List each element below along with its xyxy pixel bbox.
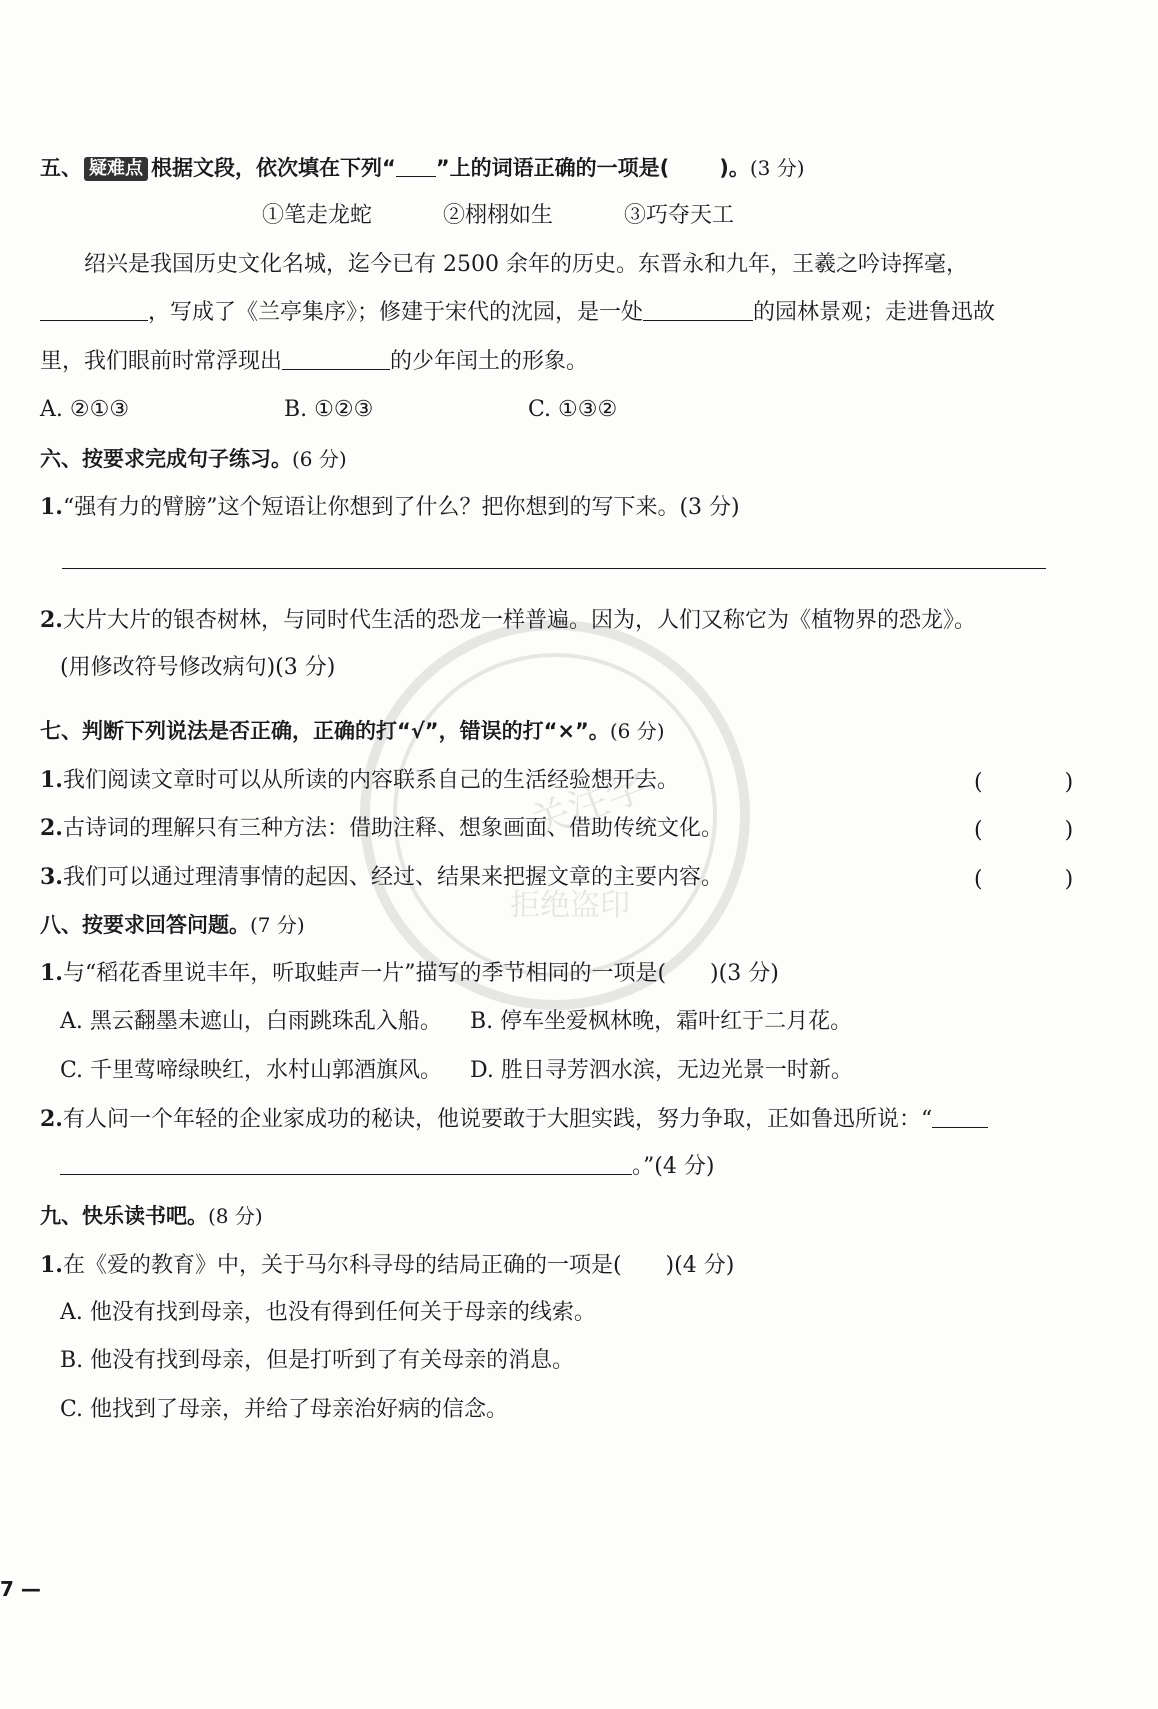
q8-item-1-text: 与“稻花香里说丰年，听取蛙声一片”描写的季节相同的一项是( )(3 分) bbox=[62, 961, 779, 986]
q5-text-after: ”上的词语正确的一项是( bbox=[435, 156, 670, 180]
q7-item-2 bbox=[40, 813, 723, 844]
q7-item-1 bbox=[40, 765, 679, 796]
q7-answer-paren-3[interactable]: ( ) bbox=[974, 867, 1104, 892]
q9-heading bbox=[40, 1201, 263, 1231]
q9-score: (8 分) bbox=[208, 1204, 263, 1228]
q8-item-2 bbox=[40, 1104, 988, 1135]
q6-item-1-text: “强有力的臂膀”这个短语让你想到了什么？把你想到的写下来。(3 分) bbox=[62, 495, 740, 520]
q5-passage-3b: 的少年闰土的形象。 bbox=[390, 349, 589, 374]
q8-item-2-continued bbox=[60, 1152, 714, 1182]
q7-title: 七、判断下列说法是否正确，正确的打“√”，错误的打“×”。 bbox=[40, 719, 610, 743]
q8-fill-blank-start[interactable] bbox=[932, 1105, 988, 1128]
q9-option-b[interactable]: B. 他没有找到母亲，但是打听到了有关母亲的消息。 bbox=[60, 1348, 575, 1373]
word-choice-3: ③巧夺天工 bbox=[624, 203, 735, 228]
q5-option-c[interactable]: C. ①③② bbox=[528, 397, 618, 422]
q5-word-choices bbox=[262, 201, 734, 231]
q5-passage-3a: 里，我们眼前时常浮现出 bbox=[40, 349, 283, 374]
watermark-bottom-text: 拒绝盗印 bbox=[510, 888, 630, 923]
q9-item-1-number: 1. bbox=[40, 1252, 63, 1278]
word-choice-1: ①笔走龙蛇 bbox=[262, 203, 373, 228]
q9-item-1-text: 在《爱的教育》中，关于马尔科寻母的结局正确的一项是( )(4 分) bbox=[62, 1253, 735, 1278]
q8-fill-blank[interactable] bbox=[60, 1152, 632, 1175]
q8-title: 八、按要求回答问题。 bbox=[40, 913, 250, 937]
q5-option-a[interactable]: A. ②①③ bbox=[40, 397, 130, 422]
fill-blank-1[interactable] bbox=[40, 298, 148, 321]
page-number: 7 — bbox=[0, 1577, 41, 1601]
word-choice-2: ②栩栩如生 bbox=[443, 203, 554, 228]
q6-heading bbox=[40, 444, 347, 474]
q7-item-3-text: 我们可以通过理清事情的起因、经过、结果来把握文章的主要内容。 bbox=[62, 865, 723, 890]
q8-item-1-number: 1. bbox=[40, 960, 63, 986]
q7-item-3-number: 3. bbox=[40, 864, 63, 890]
q6-title: 六、按要求完成句子练习。 bbox=[40, 447, 292, 471]
q7-answer-paren-1[interactable]: ( ) bbox=[974, 770, 1104, 795]
q5-text-before: 根据文段，依次填在下列“ bbox=[151, 156, 396, 180]
fill-blank-3[interactable] bbox=[282, 347, 390, 370]
q6-item-2-number: 2. bbox=[40, 607, 63, 633]
q7-item-3 bbox=[40, 862, 723, 893]
q5-prefix: 五、 bbox=[40, 156, 82, 180]
q5-heading bbox=[40, 153, 805, 183]
q8-item-2-number: 2. bbox=[40, 1106, 63, 1132]
q8-item-2-text: 有人问一个年轻的企业家成功的秘诀，他说要敢于大胆实践，努力争取，正如鲁迅所说：“ bbox=[62, 1107, 933, 1132]
q5-blank-sample bbox=[396, 154, 436, 177]
q7-item-2-text: 古诗词的理解只有三种方法：借助注释、想象画面、借助传统文化。 bbox=[62, 816, 723, 841]
q7-score: (6 分) bbox=[609, 719, 665, 743]
q8-score: (7 分) bbox=[250, 913, 305, 937]
q6-answer-line[interactable] bbox=[62, 568, 1046, 569]
q9-option-a[interactable]: A. 他没有找到母亲，也没有得到任何关于母亲的线索。 bbox=[60, 1300, 596, 1325]
q7-item-1-text: 我们阅读文章时可以从所读的内容联系自己的生活经验想开去。 bbox=[62, 768, 679, 793]
q7-answer-paren-2[interactable]: ( ) bbox=[974, 818, 1104, 843]
q8-option-c[interactable]: C. 千里莺啼绿映红，水村山郭酒旗风。 bbox=[60, 1058, 443, 1083]
q5-passage-line-1: 绍兴是我国历史文化名城，迄今已有 2500 余年的历史。东晋永和九年，王羲之吟诗挥毫， bbox=[84, 252, 968, 277]
q5-passage-line-2 bbox=[40, 298, 995, 328]
q6-score: (6 分) bbox=[292, 447, 347, 471]
q7-heading bbox=[40, 716, 665, 746]
q5-passage-2b: 的园林景观；走进鲁迅故 bbox=[753, 300, 996, 325]
q7-item-2-number: 2. bbox=[40, 815, 63, 841]
q5-passage-2a: ，写成了《兰亭集序》；修建于宋代的沈园，是一处 bbox=[148, 300, 644, 325]
difficulty-tag: 疑难点 bbox=[84, 157, 148, 181]
q6-item-2-text: 大片大片的银杏树林，与同时代生活的恐龙一样普遍。因为，人们又称它为《植物界的恐龙》。 bbox=[62, 608, 976, 633]
q7-item-1-number: 1. bbox=[40, 767, 63, 793]
q6-item-2 bbox=[40, 605, 976, 636]
q8-option-d[interactable]: D. 胜日寻芳泗水滨，无边光景一时新。 bbox=[470, 1058, 853, 1083]
q5-close: )。 bbox=[719, 156, 750, 180]
q9-item-1 bbox=[40, 1250, 734, 1281]
q8-option-a[interactable]: A. 黑云翻墨未遮山，白雨跳珠乱入船。 bbox=[60, 1009, 442, 1034]
q9-option-c[interactable]: C. 他找到了母亲，并给了母亲治好病的信念。 bbox=[60, 1397, 509, 1422]
q6-item-1-number: 1. bbox=[40, 494, 63, 520]
q9-title: 九、快乐读书吧。 bbox=[40, 1204, 208, 1228]
q8-item-2-end: 。”(4 分) bbox=[632, 1154, 715, 1179]
watermark-mid-text: 关注学 bbox=[524, 762, 653, 848]
q8-option-b[interactable]: B. 停车坐爱枫林晚，霜叶红于二月花。 bbox=[470, 1009, 853, 1034]
fill-blank-2[interactable] bbox=[643, 298, 753, 321]
q8-item-1 bbox=[40, 958, 779, 989]
q6-item-1 bbox=[40, 492, 740, 523]
q5-passage-line-3 bbox=[40, 347, 588, 377]
q5-score: (3 分) bbox=[749, 156, 805, 180]
q8-heading bbox=[40, 910, 305, 940]
q6-item-2-note: (用修改符号修改病句)(3 分) bbox=[60, 655, 336, 680]
q5-option-b[interactable]: B. ①②③ bbox=[284, 397, 374, 422]
